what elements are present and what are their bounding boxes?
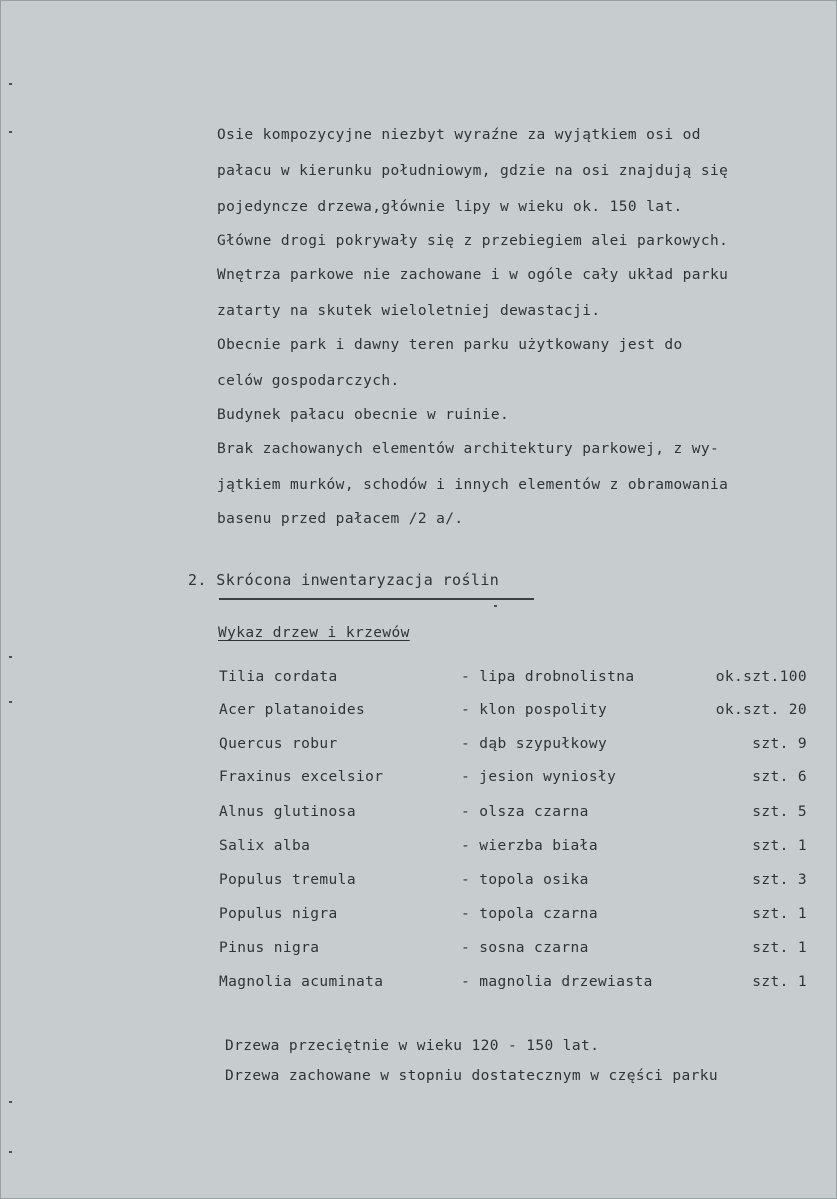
paragraph-line: basenu przed pałacem /2 a/.	[217, 511, 464, 527]
latin-name: Tilia cordata	[219, 669, 338, 685]
quantity: ok.szt.100	[715, 669, 807, 685]
tree-row	[1, 838, 837, 858]
tree-row	[1, 736, 837, 756]
latin-name: Quercus robur	[219, 736, 338, 752]
tree-row	[1, 906, 837, 926]
latin-name: Acer platanoides	[219, 702, 366, 718]
paragraph-line: Brak zachowanych elementów architektury parkowej, z wy-	[217, 441, 720, 457]
paragraph-line: jątkiem murków, schodów i innych elementów z obramowania	[217, 477, 729, 493]
latin-name: Magnolia acuminata	[219, 974, 384, 990]
paragraph-line: pałacu w kierunku południowym, gdzie na osi znajdują się	[217, 163, 729, 179]
margin-speck	[9, 131, 12, 133]
tree-row	[1, 872, 837, 892]
quantity: szt. 9	[752, 736, 807, 752]
latin-name: Populus tremula	[219, 872, 356, 888]
tree-row	[1, 702, 837, 722]
quantity: szt. 1	[752, 974, 807, 990]
quantity: szt. 1	[752, 940, 807, 956]
list-heading: Wykaz drzew i krzewów	[218, 625, 410, 641]
polish-name: - lipa drobnolistna	[461, 669, 635, 685]
paragraph-line: Budynek pałacu obecnie w ruinie.	[217, 407, 510, 423]
paragraph-line: Obecnie park i dawny teren parku użytkowany jest do	[217, 337, 683, 353]
latin-name: Pinus nigra	[219, 940, 320, 956]
paragraph-line: Osie kompozycyjne niezbyt wyraźne za wyjątkiem osi od	[217, 127, 701, 143]
tree-row	[1, 769, 837, 789]
quantity: szt. 1	[752, 906, 807, 922]
polish-name: - klon pospolity	[461, 702, 608, 718]
quantity: szt. 6	[752, 769, 807, 785]
latin-name: Alnus glutinosa	[219, 804, 356, 820]
polish-name: - topola osika	[461, 872, 589, 888]
paragraph-line: zatarty na skutek wieloletniej dewastacji.	[217, 303, 601, 319]
margin-speck	[9, 656, 12, 658]
tree-row	[1, 974, 837, 994]
tree-row	[1, 669, 837, 689]
polish-name: - dąb szypułkowy	[461, 736, 608, 752]
polish-name: - olsza czarna	[461, 804, 589, 820]
polish-name: - sosna czarna	[461, 940, 589, 956]
margin-speck	[9, 1151, 12, 1153]
quantity: szt. 5	[752, 804, 807, 820]
paragraph-line: pojedyncze drzewa,głównie lipy w wieku ok. 150 lat.	[217, 199, 683, 215]
ink-speck	[494, 605, 497, 607]
tree-row	[1, 940, 837, 960]
polish-name: - jesion wyniosły	[461, 769, 617, 785]
margin-speck	[9, 1101, 12, 1103]
tree-row	[1, 804, 837, 824]
quantity: ok.szt. 20	[715, 702, 807, 718]
quantity: szt. 1	[752, 838, 807, 854]
paragraph-line: celów gospodarczych.	[217, 373, 400, 389]
footer-line: Drzewa zachowane w stopniu dostatecznym w części parku	[225, 1068, 719, 1084]
latin-name: Salix alba	[219, 838, 311, 854]
polish-name: - topola czarna	[461, 906, 598, 922]
paragraph-line: Główne drogi pokrywały się z przebiegiem alei parkowych.	[217, 233, 729, 249]
section-heading: 2. Skrócona inwentaryzacja roślin	[188, 571, 500, 589]
paragraph-line: Wnętrza parkowe nie zachowane i w ogóle cały układ parku	[217, 267, 729, 283]
heading-underline	[219, 598, 534, 600]
latin-name: Populus nigra	[219, 906, 338, 922]
polish-name: - wierzba biała	[461, 838, 598, 854]
margin-speck	[9, 83, 12, 85]
footer-line: Drzewa przeciętnie w wieku 120 - 150 lat.	[225, 1038, 600, 1054]
polish-name: - magnolia drzewiasta	[461, 974, 653, 990]
latin-name: Fraxinus excelsior	[219, 769, 384, 785]
quantity: szt. 3	[752, 872, 807, 888]
